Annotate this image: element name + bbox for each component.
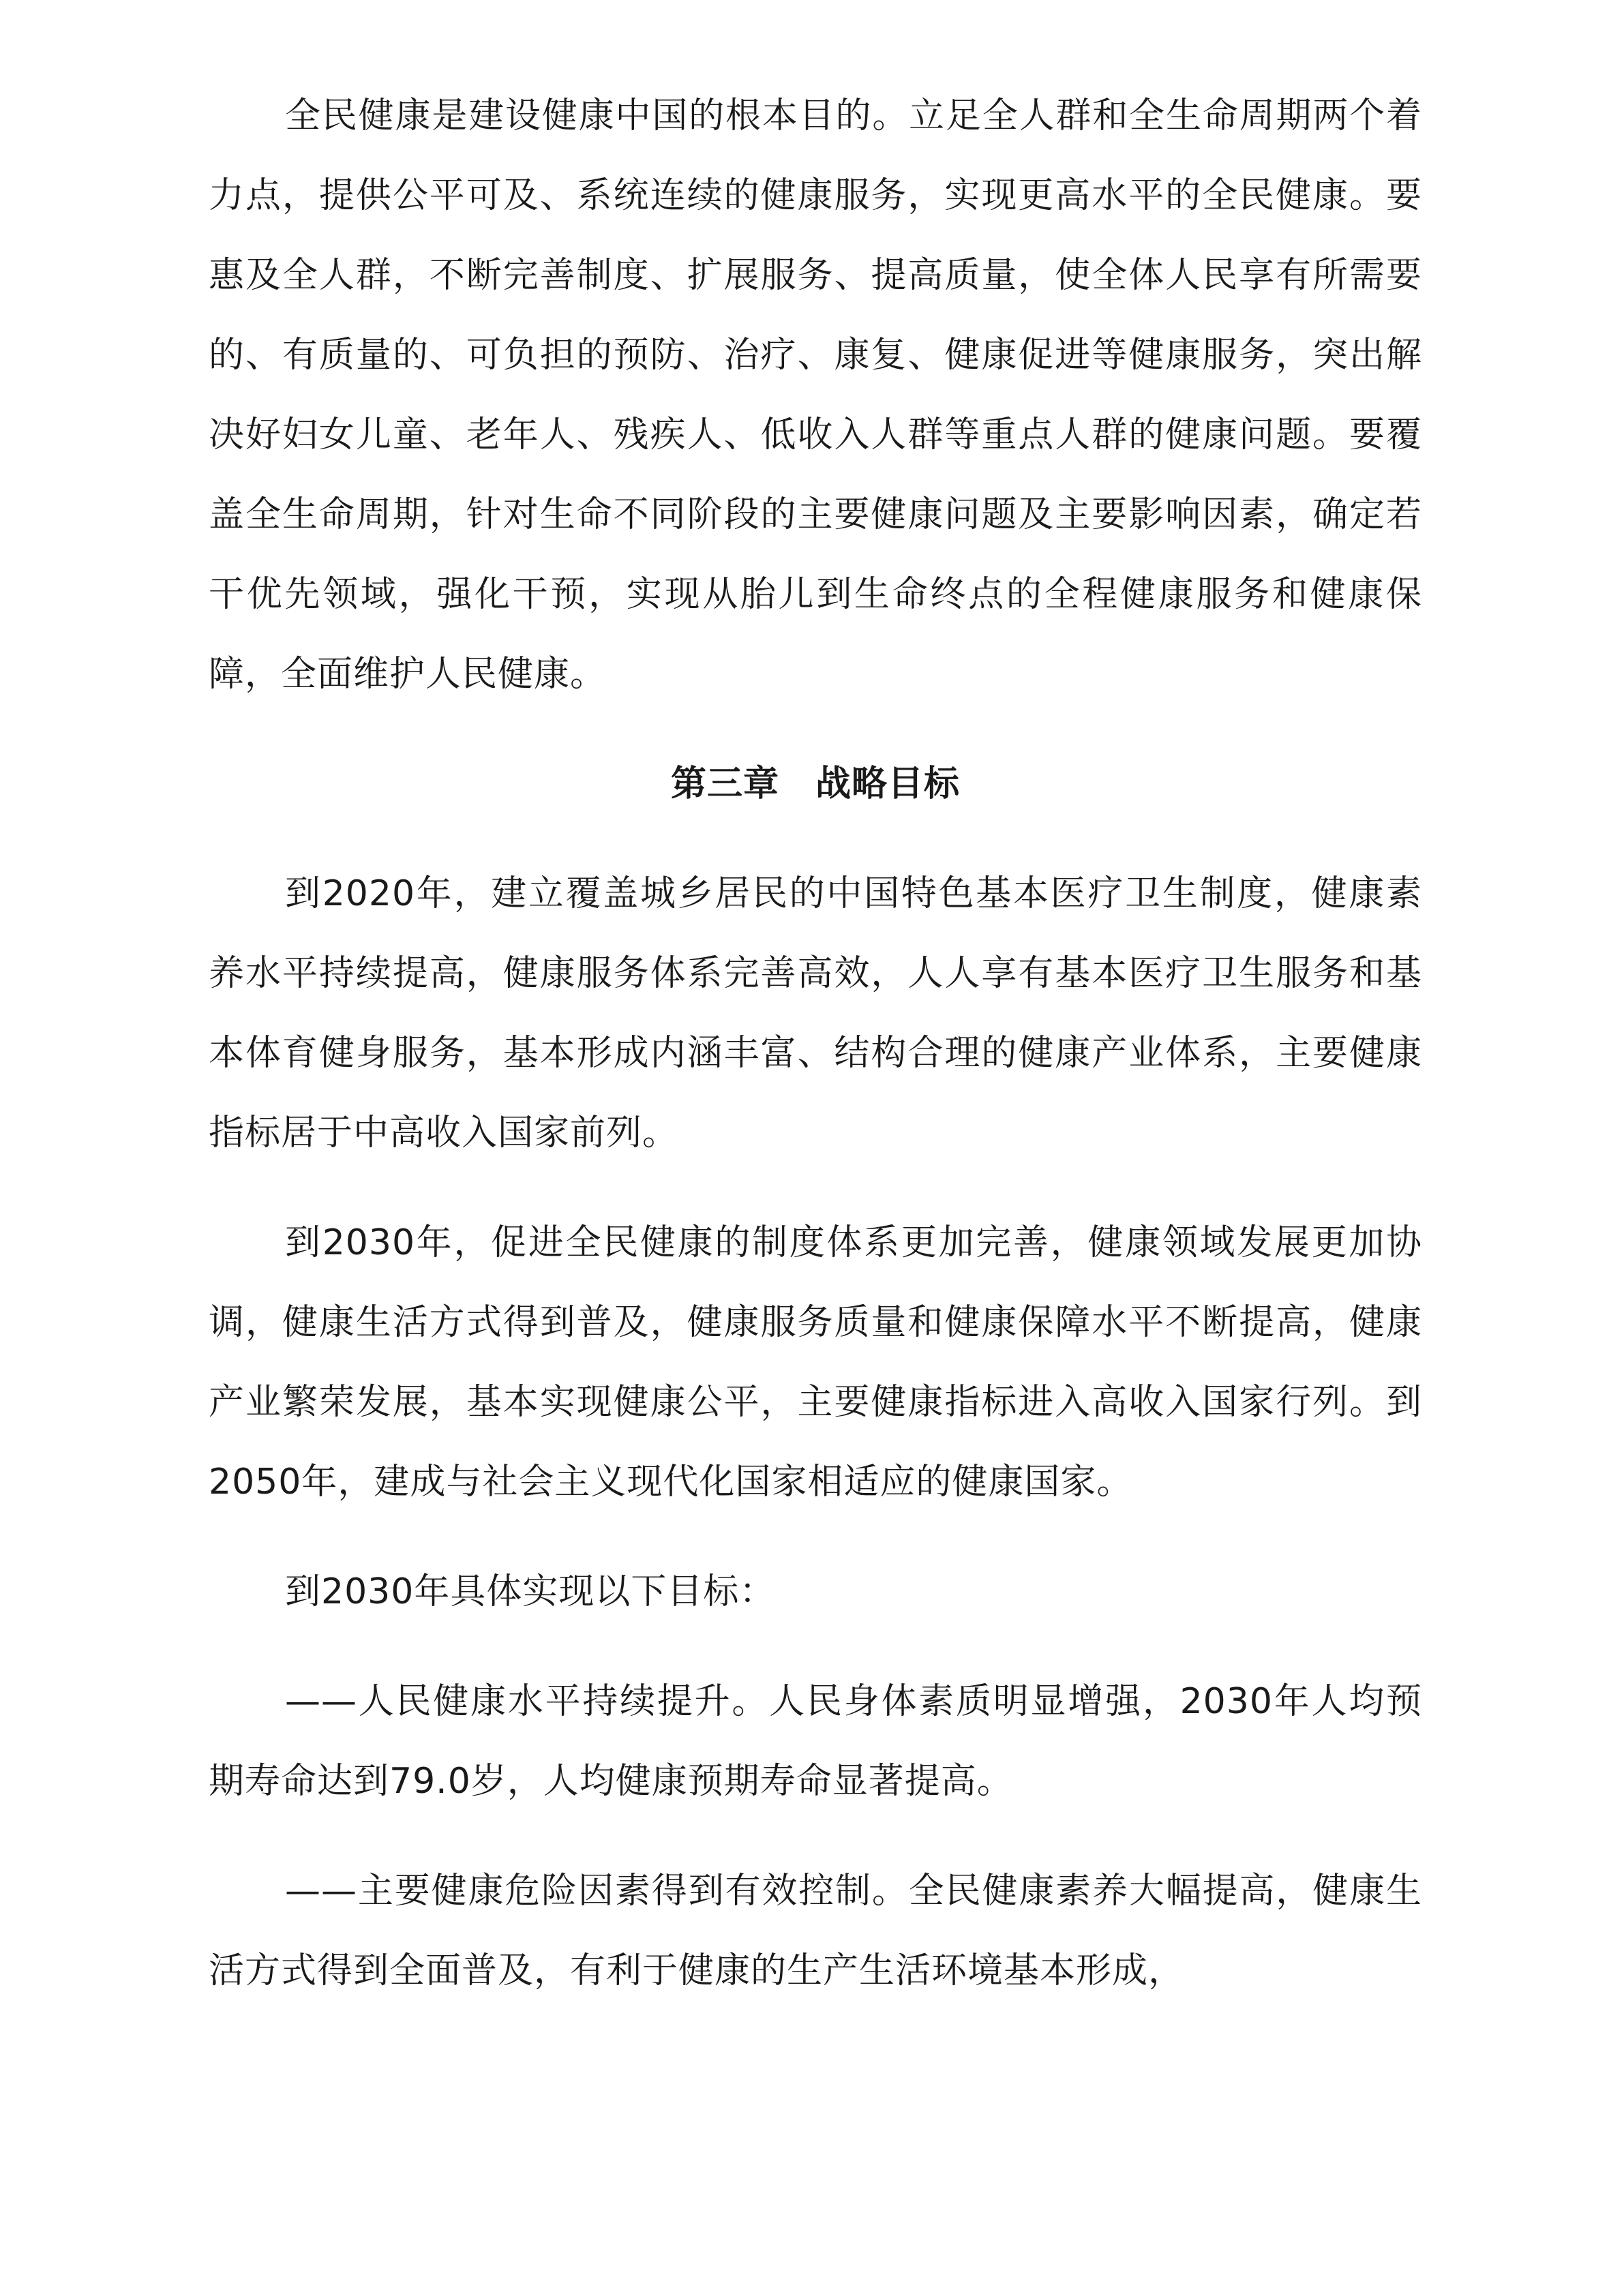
- paragraph-universal-health: 全民健康是建设健康中国的根本目的。立足全人群和全生命周期两个着力点，提供公平可及、系统连续的健康服务，实现更高水平的全民健康。要惠及全人群，不断完善制度、扩展服务、提高质量，使全体人民享有所需要的、有质量的、可负担的预防、治疗、康复、健康促进等健康服务，突出解决好妇女儿童、老年人、残疾人、低收入人群等重点人群的健康问题。要覆盖全生命周期，针对生命不同阶段的主要健康问题及主要影响因素，确定若干优先领域，强化干预，实现从胎儿到生命终点的全程健康服务和健康保障，全面维护人民健康。: [209, 95, 1422, 695]
- chapter-heading: 第三章 战略目标: [670, 764, 960, 804]
- document-page: [209, 76, 1422, 2011]
- paragraph-goal-2030-2050: 到2030年，促进全民健康的制度体系更加完善，健康领域发展更加协调，健康生活方式得到普及，健康服务质量和健康保障水平不断提高，健康产业繁荣发展，基本实现健康公平，主要健康指标进入高收入国家行列。到2050年，建成与社会主义现代化国家相适应的健康国家。: [209, 1222, 1422, 1502]
- paragraph-risk-factors: ——主要健康危险因素得到有效控制。全民健康素养大幅提高，健康生活方式得到全面普及，有利于健康的生产生活环境基本形成，: [209, 1871, 1422, 1991]
- paragraph-goal-2020: 到2020年，建立覆盖城乡居民的中国特色基本医疗卫生制度，健康素养水平持续提高，健康服务体系完善高效，人人享有基本医疗卫生服务和基本体育健身服务，基本形成内涵丰富、结构合理的健康产业体系，主要健康指标居于中高收入国家前列。: [209, 873, 1422, 1153]
- paragraph-health-level: ——人民健康水平持续提升。人民身体素质明显增强，2030年人均预期寿命达到79.0岁，人均健康预期寿命显著提高。: [209, 1681, 1422, 1802]
- paragraph-specific-goals-intro: 到2030年具体实现以下目标：: [285, 1571, 776, 1612]
